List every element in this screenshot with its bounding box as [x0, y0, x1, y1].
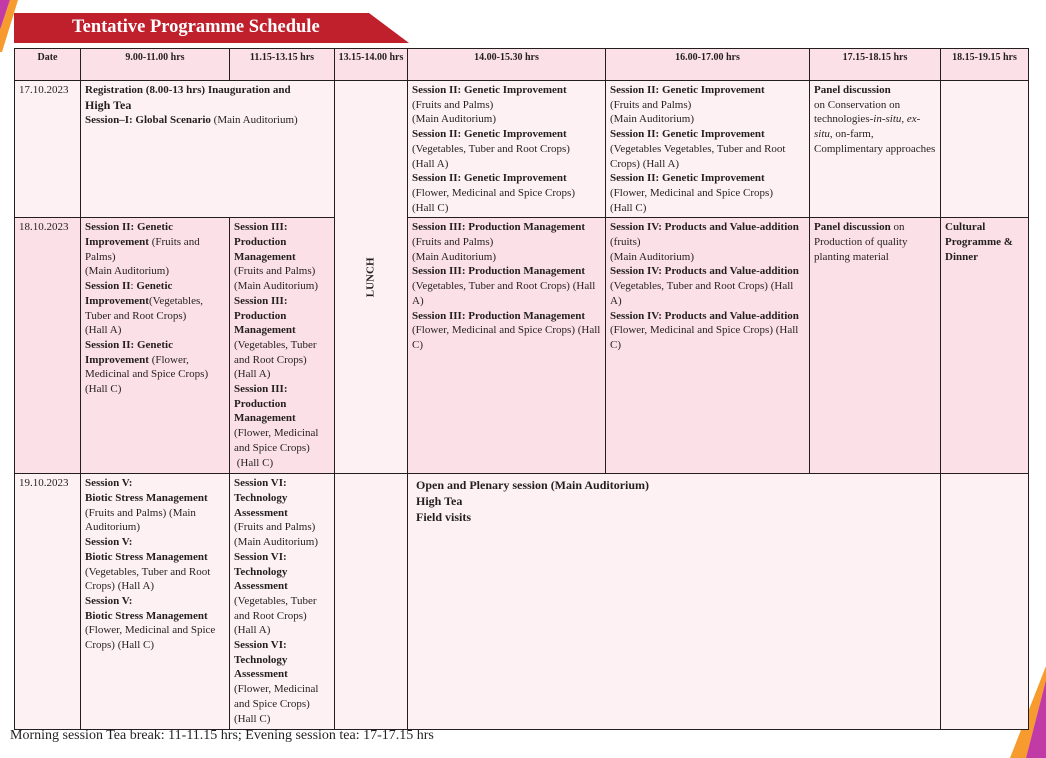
evening-cell	[941, 218, 1029, 474]
empty-cell	[941, 474, 1029, 730]
session-text: (Flower, Medicinal and Spice Crops) (Hall C)	[234, 683, 319, 725]
session-text: (Vegetables, Tuber and Root Crops)	[85, 294, 204, 322]
session-text: (fruits)	[610, 236, 641, 249]
table-row	[15, 81, 1029, 218]
table-row	[15, 218, 1029, 474]
session-text: (Flower, Medicinal and Spice Crops) (Hall C)	[85, 624, 216, 652]
session-text: (Fruits and Palms)	[412, 236, 494, 249]
session-title: Session II: Genetic Improvement	[85, 338, 173, 366]
header-slot: 11.15-13.15 hrs	[230, 49, 335, 81]
session-title: Session–I: Global Scenario	[85, 114, 211, 127]
venue-text: (Hall C)	[610, 201, 647, 214]
venue-text: (Hall A)	[85, 324, 122, 337]
session-title: Session II: Genetic Improvement	[85, 221, 173, 249]
session-title: Biotic Stress Management	[85, 609, 208, 622]
venue-text: (Hall A)	[412, 157, 449, 170]
session-text: (Flower, Medicinal and Spice Crops)	[85, 353, 209, 381]
session-title: Session III: Production Management	[234, 294, 296, 337]
session-text: (Vegetables, Tuber and Root Crops)	[412, 142, 570, 155]
session-text: (Fruits and Palms) (Main Auditorium)	[234, 265, 319, 293]
session-cell	[81, 218, 230, 474]
session-title: Session VI: Technology Assessment	[234, 477, 288, 519]
session-title: Session V:	[85, 477, 133, 490]
header-row	[15, 49, 1029, 81]
session-cell	[81, 474, 230, 730]
header-slot: 18.15-19.15 hrs	[941, 49, 1029, 81]
session-text: (Flower, Medicinal and Spice Crops)	[412, 186, 575, 199]
venue-text: (Hall C)	[85, 383, 122, 396]
panel-text: in-situ	[873, 113, 902, 126]
session-cell	[408, 218, 606, 474]
plenary-cell	[408, 474, 941, 730]
session-cell	[606, 218, 810, 474]
lunch-cell	[335, 81, 408, 474]
session-text: (Fruits and Palms) (Main Auditorium)	[85, 506, 196, 534]
session-title: Session IV: Products and Value-addition	[610, 265, 799, 278]
panel-cell	[810, 218, 941, 474]
panel-cell	[810, 81, 941, 218]
panel-text: on Production of quality planting material	[814, 221, 908, 263]
session-title: Session II	[85, 280, 131, 293]
venue-text: (Main Auditorium)	[85, 265, 170, 278]
session-title: Session V:	[85, 536, 133, 549]
session-text: (Flower, Medicinal and Spice Crops) (Hall C)	[610, 324, 799, 351]
session-cell	[408, 81, 606, 218]
session-cell	[606, 81, 810, 218]
session-text: (Vegetables, Tuber and Root Crops) (Hall A)	[610, 280, 794, 307]
session-cell	[230, 474, 335, 730]
header-date: Date	[15, 49, 81, 81]
session-title: Session IV: Products and Value-addition	[610, 309, 799, 322]
session-text: (Vegetables, Tuber and Root Crops) (Hall A)	[85, 565, 211, 593]
panel-title: Panel discussion	[814, 84, 891, 96]
date-cell: 19.10.2023	[15, 474, 81, 730]
venue-text: (Main Auditorium)	[412, 113, 497, 126]
table-row	[15, 474, 1029, 730]
session-title: Biotic Stress Management	[85, 550, 208, 563]
venue-text: (Main Auditorium)	[610, 113, 695, 126]
plenary-title: Open and Plenary session (Main Auditorium)	[416, 478, 650, 493]
session-title: Biotic Stress Management	[85, 492, 208, 505]
page-title: Tentative Programme Schedule	[72, 17, 320, 37]
session-text: (Vegetables, Tuber and Root Crops) (Hall A)	[234, 338, 317, 381]
session-text: (Fruits and Palms) (Main Auditorium)	[234, 521, 319, 549]
session-title: Session IV: Products and Value-addition	[610, 221, 799, 234]
evening-text: Cultural Programme & Dinner	[945, 221, 1013, 263]
session-title: Session II: Genetic Improvement	[412, 84, 567, 96]
session-cell	[230, 218, 335, 474]
session-title: Session III: Production Management	[412, 221, 586, 234]
date-cell: 18.10.2023	[15, 218, 81, 474]
session-text: (Fruits and Palms)	[85, 236, 200, 263]
panel-text: on Conservation on technologies-	[814, 98, 901, 126]
empty-cell	[335, 474, 408, 730]
plenary-text: High Tea	[416, 494, 463, 509]
session-title: Session VI: Technology Assessment	[234, 639, 288, 681]
session-text: (Fruits and Palms)	[412, 98, 494, 111]
session-title: Session III: Production Management	[234, 383, 296, 425]
session-title: Session II: Genetic Improvement	[610, 128, 765, 141]
session-text: (Flower, Medicinal and Spice Crops) (Hall C)	[412, 324, 601, 351]
session-text: :	[130, 280, 137, 293]
header-slot: 13.15-14.00 hrs	[335, 49, 408, 81]
venue-text: (Main Auditorium)	[610, 250, 695, 263]
venue-text: (Hall C)	[412, 201, 449, 214]
date-cell: 17.10.2023	[15, 81, 81, 218]
session-text: (Vegetables, Tuber and Root Crops) (Hall A)	[234, 594, 317, 637]
session-title: Genetic Improvement	[85, 280, 173, 307]
schedule-table	[14, 48, 1029, 730]
session-text: (Fruits and Palms)	[610, 98, 692, 111]
header-slot: 9.00-11.00 hrs	[81, 49, 230, 81]
session-title: Session II: Genetic Improvement	[412, 172, 567, 185]
session-title: Session III: Production Management	[412, 265, 586, 278]
plenary-text: Field visits	[416, 510, 472, 525]
header-slot: 14.00-15.30 hrs	[408, 49, 606, 81]
lunch-label: LUNCH	[364, 257, 377, 298]
footer-note: Morning session Tea break: 11-11.15 hrs; Evening session tea: 17-17.15 hrs	[10, 728, 434, 743]
session-text: High Tea	[85, 97, 132, 112]
empty-cell	[941, 81, 1029, 218]
venue-text: (Main Auditorium)	[210, 114, 298, 127]
venue-text: (Main Auditorium)	[412, 250, 497, 263]
session-text: Registration (8.00-13 hrs) Inauguration and	[85, 84, 291, 96]
session-text: (Flower, Medicinal and Spice Crops)	[234, 427, 319, 454]
session-title: Session III: Production Management	[234, 221, 296, 263]
session-text: (Vegetables, Tuber and Root Crops) (Hall A)	[412, 280, 596, 307]
session-title: Session II: Genetic Improvement	[412, 128, 567, 141]
session-title: Session VI: Technology Assessment	[234, 550, 288, 593]
panel-title: Panel discussion	[814, 221, 891, 234]
session-title: Session II: Genetic Improvement	[610, 172, 765, 185]
session-title: Session III: Production Management	[412, 309, 586, 322]
panel-text: ex-situ	[814, 113, 921, 141]
panel-text: , on-farm, Complimentary approaches	[814, 128, 936, 155]
session-text: (Vegetables Vegetables, Tuber and Root Crops) (Hall A)	[610, 142, 786, 170]
panel-text: ,	[901, 113, 907, 126]
header-slot: 17.15-18.15 hrs	[810, 49, 941, 81]
session-title: Session II: Genetic Improvement	[610, 84, 765, 96]
venue-text: (Hall C)	[236, 456, 274, 469]
header-slot: 16.00-17.00 hrs	[606, 49, 810, 81]
session-title: Session V:	[85, 594, 133, 607]
session-cell	[81, 81, 335, 218]
session-text: (Flower, Medicinal and Spice Crops)	[610, 186, 773, 199]
